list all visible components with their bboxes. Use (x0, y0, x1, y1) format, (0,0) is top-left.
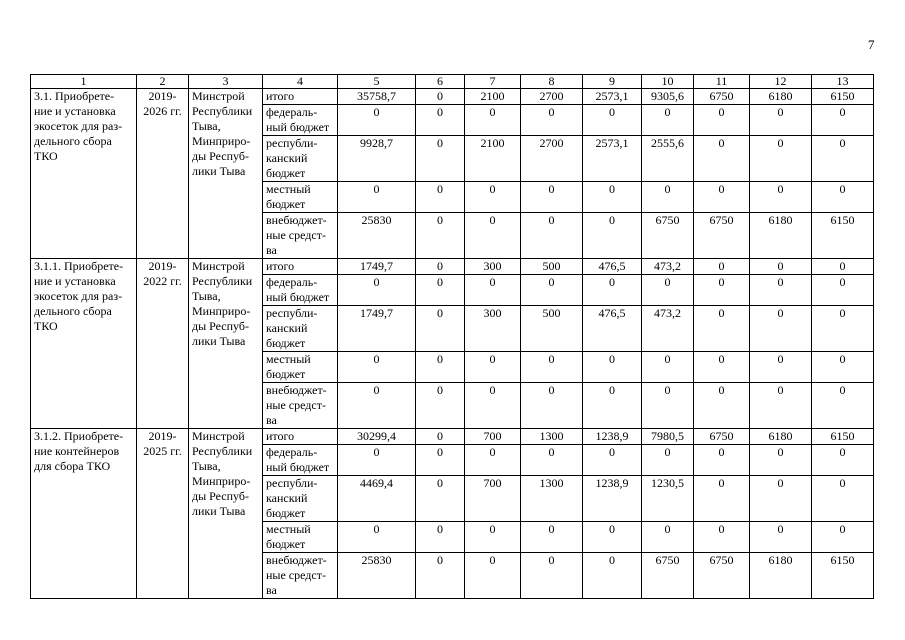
value-cell: 0 (694, 352, 750, 383)
value-cell: 6750 (694, 553, 750, 599)
value-cell: 0 (812, 275, 874, 306)
value-cell: 0 (694, 383, 750, 429)
funding-source-cell: внебюджет- ные средст- ва (263, 553, 338, 599)
value-cell: 0 (750, 476, 812, 522)
value-cell: 0 (416, 275, 465, 306)
value-cell: 0 (338, 522, 416, 553)
value-cell: 0 (694, 105, 750, 136)
value-cell: 2573,1 (583, 89, 642, 105)
value-cell: 1238,9 (583, 429, 642, 445)
value-cell: 0 (338, 383, 416, 429)
value-cell: 0 (583, 553, 642, 599)
value-cell: 0 (812, 136, 874, 182)
value-cell: 35758,7 (338, 89, 416, 105)
value-cell: 1230,5 (642, 476, 694, 522)
funding-source-cell: местный бюджет (263, 182, 338, 213)
value-cell: 0 (642, 105, 694, 136)
value-cell: 0 (694, 476, 750, 522)
value-cell: 476,5 (583, 259, 642, 275)
value-cell: 0 (750, 275, 812, 306)
column-header: 3 (189, 75, 263, 89)
value-cell: 0 (416, 522, 465, 553)
value-cell: 0 (812, 352, 874, 383)
value-cell: 0 (416, 429, 465, 445)
value-cell: 0 (583, 213, 642, 259)
value-cell: 6180 (750, 213, 812, 259)
value-cell: 0 (812, 522, 874, 553)
value-cell: 0 (521, 522, 583, 553)
column-header: 7 (465, 75, 521, 89)
value-cell: 0 (583, 352, 642, 383)
value-cell: 700 (465, 429, 521, 445)
column-header: 9 (583, 75, 642, 89)
value-cell: 0 (416, 105, 465, 136)
value-cell: 0 (416, 445, 465, 476)
value-cell: 0 (694, 136, 750, 182)
value-cell: 0 (812, 383, 874, 429)
period-cell: 2019- 2026 гг. (137, 89, 189, 259)
value-cell: 0 (694, 182, 750, 213)
column-header: 8 (521, 75, 583, 89)
value-cell: 0 (521, 182, 583, 213)
funding-source-cell: местный бюджет (263, 352, 338, 383)
column-header: 5 (338, 75, 416, 89)
value-cell: 0 (694, 259, 750, 275)
value-cell: 500 (521, 306, 583, 352)
value-cell: 473,2 (642, 259, 694, 275)
funding-source-cell: федераль- ный бюджет (263, 275, 338, 306)
period-cell: 2019- 2025 гг. (137, 429, 189, 599)
value-cell: 0 (416, 136, 465, 182)
value-cell: 0 (338, 105, 416, 136)
value-cell: 0 (416, 259, 465, 275)
value-cell: 500 (521, 259, 583, 275)
funding-source-cell: местный бюджет (263, 522, 338, 553)
value-cell: 7980,5 (642, 429, 694, 445)
value-cell: 0 (521, 352, 583, 383)
value-cell: 0 (338, 445, 416, 476)
value-cell: 6150 (812, 89, 874, 105)
value-cell: 0 (338, 275, 416, 306)
value-cell: 0 (465, 553, 521, 599)
funding-source-cell: республи- канский бюджет (263, 306, 338, 352)
value-cell: 0 (750, 105, 812, 136)
value-cell: 2100 (465, 136, 521, 182)
value-cell: 25830 (338, 553, 416, 599)
value-cell: 0 (416, 553, 465, 599)
value-cell: 0 (416, 352, 465, 383)
executor-cell: Минстрой Республики Тыва, Минприро- ды Респуб- лики Тыва (189, 89, 263, 259)
value-cell: 0 (642, 352, 694, 383)
value-cell: 0 (583, 445, 642, 476)
value-cell: 0 (750, 383, 812, 429)
value-cell: 6750 (694, 89, 750, 105)
value-cell: 1300 (521, 429, 583, 445)
header-row (31, 75, 874, 89)
funding-source-cell: федераль- ный бюджет (263, 105, 338, 136)
value-cell: 6180 (750, 553, 812, 599)
value-cell: 0 (750, 306, 812, 352)
value-cell: 0 (465, 105, 521, 136)
funding-source-cell: федераль- ный бюджет (263, 445, 338, 476)
value-cell: 476,5 (583, 306, 642, 352)
value-cell: 0 (416, 476, 465, 522)
funding-source-cell: итого (263, 89, 338, 105)
value-cell: 0 (583, 383, 642, 429)
value-cell: 0 (694, 306, 750, 352)
value-cell: 0 (416, 182, 465, 213)
value-cell: 0 (583, 275, 642, 306)
value-cell: 0 (750, 352, 812, 383)
value-cell: 0 (521, 213, 583, 259)
value-cell: 0 (812, 445, 874, 476)
column-header: 6 (416, 75, 465, 89)
page-number: 7 (868, 37, 875, 52)
funding-source-cell: республи- канский бюджет (263, 476, 338, 522)
value-cell: 700 (465, 476, 521, 522)
activity-cell: 3.1. Приобрете- ние и установка экосеток для раз- дельного сбора ТКО (31, 89, 137, 259)
funding-source-cell: внебюджет- ные средст- ва (263, 213, 338, 259)
value-cell: 0 (750, 259, 812, 275)
value-cell: 6180 (750, 89, 812, 105)
funding-source-cell: итого (263, 259, 338, 275)
budget-table (30, 74, 874, 599)
value-cell: 0 (750, 182, 812, 213)
value-cell: 1238,9 (583, 476, 642, 522)
value-cell: 2573,1 (583, 136, 642, 182)
value-cell: 0 (642, 275, 694, 306)
value-cell: 0 (812, 182, 874, 213)
table-row (31, 259, 874, 275)
value-cell: 300 (465, 259, 521, 275)
value-cell: 473,2 (642, 306, 694, 352)
column-header: 4 (263, 75, 338, 89)
value-cell: 300 (465, 306, 521, 352)
value-cell: 2100 (465, 89, 521, 105)
value-cell: 0 (521, 445, 583, 476)
period-cell: 2019- 2022 гг. (137, 259, 189, 429)
value-cell: 0 (465, 213, 521, 259)
value-cell: 9928,7 (338, 136, 416, 182)
value-cell: 1300 (521, 476, 583, 522)
value-cell: 0 (694, 445, 750, 476)
value-cell: 0 (642, 383, 694, 429)
activity-cell: 3.1.1. Приобрете- ние и установка экосеток для раз- дельного сбора ТКО (31, 259, 137, 429)
value-cell: 0 (416, 89, 465, 105)
value-cell: 6750 (642, 553, 694, 599)
value-cell: 0 (583, 522, 642, 553)
value-cell: 1749,7 (338, 259, 416, 275)
value-cell: 0 (521, 275, 583, 306)
funding-source-cell: республи- канский бюджет (263, 136, 338, 182)
value-cell: 0 (812, 476, 874, 522)
value-cell: 0 (642, 445, 694, 476)
value-cell: 0 (750, 445, 812, 476)
value-cell: 0 (521, 383, 583, 429)
value-cell: 0 (583, 105, 642, 136)
value-cell: 25830 (338, 213, 416, 259)
value-cell: 0 (416, 383, 465, 429)
activity-cell: 3.1.2. Приобрете- ние контейнеров для сбора ТКО (31, 429, 137, 599)
column-header: 11 (694, 75, 750, 89)
value-cell: 0 (416, 306, 465, 352)
value-cell: 0 (416, 213, 465, 259)
value-cell: 0 (812, 306, 874, 352)
value-cell: 0 (750, 136, 812, 182)
value-cell: 0 (465, 445, 521, 476)
value-cell: 6150 (812, 429, 874, 445)
value-cell: 6750 (642, 213, 694, 259)
value-cell: 0 (812, 105, 874, 136)
value-cell: 30299,4 (338, 429, 416, 445)
value-cell: 6180 (750, 429, 812, 445)
value-cell: 6150 (812, 553, 874, 599)
funding-source-cell: итого (263, 429, 338, 445)
value-cell: 4469,4 (338, 476, 416, 522)
executor-cell: Минстрой Республики Тыва, Минприро- ды Респуб- лики Тыва (189, 429, 263, 599)
value-cell: 0 (812, 259, 874, 275)
value-cell: 0 (521, 105, 583, 136)
value-cell: 2700 (521, 136, 583, 182)
value-cell: 0 (521, 553, 583, 599)
value-cell: 6750 (694, 213, 750, 259)
column-header: 1 (31, 75, 137, 89)
value-cell: 0 (338, 182, 416, 213)
value-cell: 0 (750, 522, 812, 553)
value-cell: 0 (583, 182, 642, 213)
value-cell: 2555,6 (642, 136, 694, 182)
value-cell: 0 (465, 522, 521, 553)
table-row (31, 429, 874, 445)
value-cell: 0 (694, 522, 750, 553)
value-cell: 0 (338, 352, 416, 383)
column-header: 2 (137, 75, 189, 89)
value-cell: 6750 (694, 429, 750, 445)
value-cell: 0 (465, 182, 521, 213)
table-row (31, 89, 874, 105)
value-cell: 0 (694, 275, 750, 306)
column-header: 12 (750, 75, 812, 89)
column-header: 13 (812, 75, 874, 89)
value-cell: 0 (465, 275, 521, 306)
value-cell: 0 (642, 182, 694, 213)
funding-source-cell: внебюджет- ные средст- ва (263, 383, 338, 429)
executor-cell: Минстрой Республики Тыва, Минприро- ды Респуб- лики Тыва (189, 259, 263, 429)
value-cell: 9305,6 (642, 89, 694, 105)
value-cell: 0 (642, 522, 694, 553)
value-cell: 2700 (521, 89, 583, 105)
value-cell: 1749,7 (338, 306, 416, 352)
value-cell: 0 (465, 352, 521, 383)
value-cell: 0 (465, 383, 521, 429)
value-cell: 6150 (812, 213, 874, 259)
column-header: 10 (642, 75, 694, 89)
